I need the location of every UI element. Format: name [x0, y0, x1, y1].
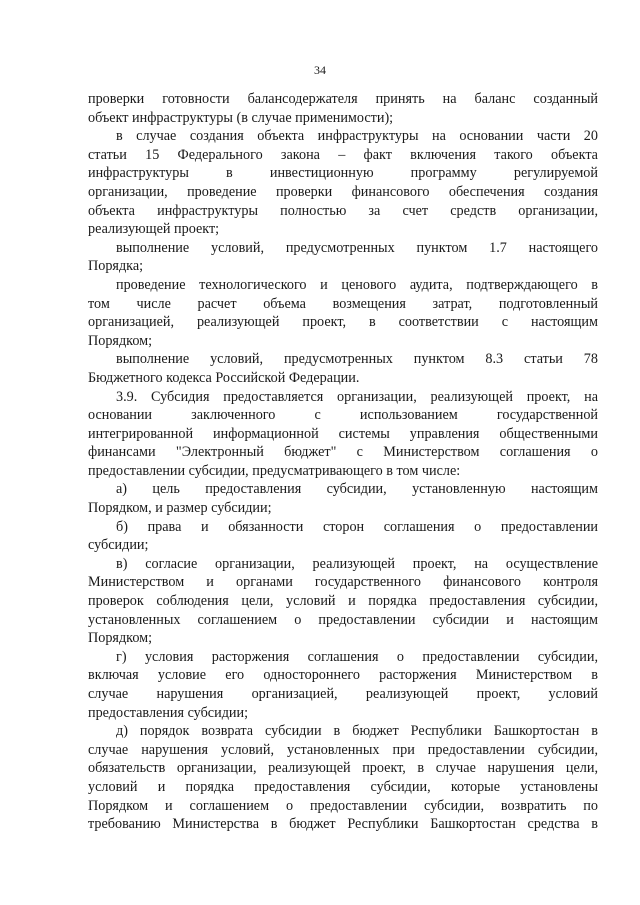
text-line: проверок соблюдения цели, условий и порядка предоставления субсидии, [88, 593, 598, 610]
text-line: Порядком, и размер субсидии; [88, 500, 272, 517]
text-line: выполнение условий, предусмотренных пунктом 1.7 настоящего [116, 239, 598, 256]
text-line: а) цель предоставления субсидии, установленную настоящим [116, 481, 598, 498]
text-line: инфраструктуры в инвестиционную программу регулируемой [88, 165, 598, 182]
text-line: интегрированной информационной системы управления общественными [88, 425, 598, 442]
document-body [88, 90, 598, 834]
text-line: Порядком; [88, 332, 153, 349]
text-line: Министерством и органами государственного финансового контроля [88, 574, 598, 591]
text-line: Порядка; [88, 258, 144, 275]
text-line: Порядком; [88, 630, 153, 647]
text-line: организацией, реализующей проект, в соответствии с настоящим [88, 314, 598, 331]
text-line: Бюджетного кодекса Российской Федерации. [88, 369, 360, 386]
text-line: требованию Министерства в бюджет Республики Башкортостан средства в [88, 816, 598, 833]
text-line: включая условие его одностороннего расторжения Министерством в [88, 667, 598, 684]
text-line: установленных соглашением о предоставлении субсидии и настоящим [88, 611, 598, 628]
text-line: в случае создания объекта инфраструктуры на основании части 20 [116, 128, 598, 145]
text-line: проведение технологического и ценового аудита, подтверждающего в [116, 276, 598, 293]
text-line: случае нарушения условий, установленных при предоставлении субсидии, [88, 741, 598, 758]
text-line: том числе расчет объема возмещения затрат, подготовленный [88, 295, 598, 312]
text-line: в) согласие организации, реализующей проект, на осуществление [116, 555, 598, 572]
text-line: условий и порядка предоставления субсидии, которые установлены [88, 778, 598, 795]
text-line: реализующей проект; [88, 221, 220, 238]
text-line: предоставлении субсидии, предусматривающего в том числе: [88, 462, 461, 479]
text-line: субсидии; [88, 537, 149, 554]
text-line: обязательств организации, реализующей проект, в случае нарушения цели, [88, 760, 598, 777]
text-line: г) условия расторжения соглашения о предоставлении субсидии, [116, 648, 598, 665]
text-line: проверки готовности балансодержателя принять на баланс созданный [88, 91, 598, 107]
text-line: объект инфраструктуры (в случае применимости); [88, 109, 394, 126]
text-line: б) права и обязанности сторон соглашения о предоставлении [116, 518, 598, 535]
text-line: объекта инфраструктуры полностью за счет средств организации, [88, 202, 598, 219]
page-number: 34 [314, 63, 326, 77]
text-line: финансами "Электронный бюджет" с Министерством соглашения о [88, 444, 598, 461]
text-line: статьи 15 Федерального закона – факт включения такого объекта [88, 146, 598, 163]
text-line: организации, проведение проверки финансового обеспечения создания [88, 183, 598, 200]
text-line: случае нарушения организацией, реализующей проект, условий [88, 686, 598, 702]
text-line: основании заключенного с использованием государственной [88, 407, 598, 424]
text-line: выполнение условий, предусмотренных пунктом 8.3 статьи 78 [116, 351, 598, 368]
text-line: Порядком и соглашением о предоставлении субсидии, возвратить по [88, 797, 598, 814]
text-line: предоставления субсидии; [88, 704, 249, 721]
text-line: д) порядок возврата субсидии в бюджет Республики Башкортостан в [116, 723, 598, 740]
text-line: 3.9. Субсидия предоставляется организации, реализующей проект, на [116, 388, 598, 405]
